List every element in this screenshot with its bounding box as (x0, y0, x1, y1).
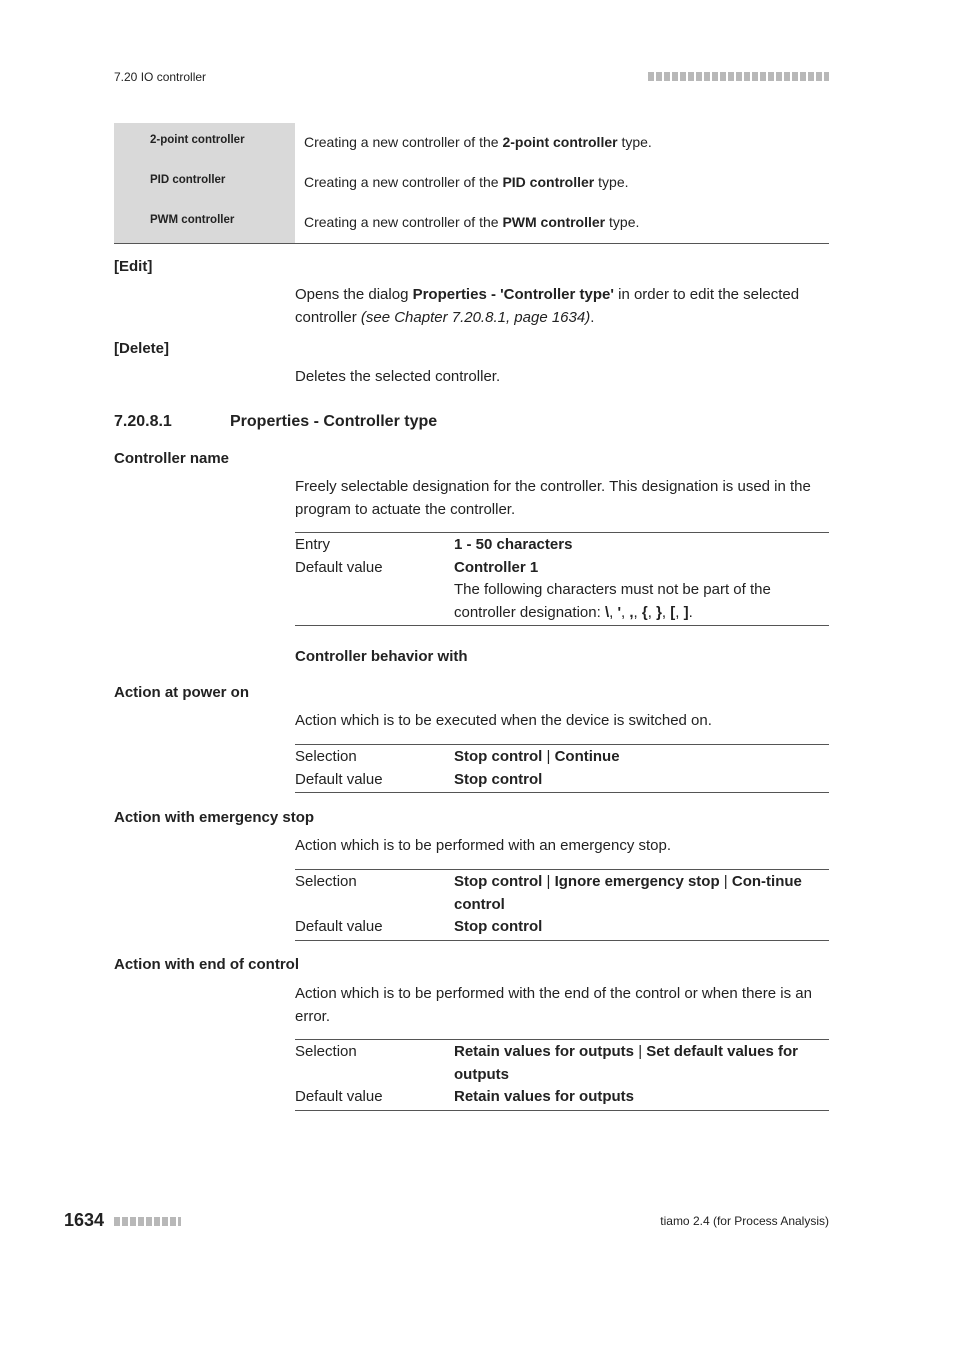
power-on-description: Action which is to be executed when the device is switched on. (295, 712, 712, 729)
product-name: tiamo 2.4 (for Process Analysis) (660, 1214, 829, 1228)
running-header-chapter: 7.20 IO controller (114, 70, 207, 84)
new-controller-menu-table (114, 123, 829, 244)
behavior-subheading: Controller behavior with (295, 648, 468, 665)
footer-decoration (114, 1217, 181, 1226)
header-decoration (648, 72, 829, 81)
menu-item-pid-controller: PID controller (114, 163, 295, 203)
power-on-term: Action at power on (114, 684, 249, 701)
edit-term: [Edit] (114, 258, 153, 275)
menu-row (114, 123, 829, 163)
controller-name-parameter-table: Entry 1 - 50 characters Default value Controller 1 The following characters must not be part of the controller designation: \, ', ,, {, }, [, ]. (295, 532, 829, 626)
controller-name-term: Controller name (114, 450, 230, 467)
menu-item-description: Creating a new controller of the PID controller type. (304, 174, 629, 190)
page-number: 1634 (64, 1210, 105, 1230)
controller-name-description: Freely selectable designation for the controller. This designation is used in the program to actuate the controller. (295, 478, 811, 518)
menu-row (114, 203, 829, 243)
delete-term: [Delete] (114, 340, 170, 357)
menu-item-description: Creating a new controller of the PWM controller type. (304, 214, 640, 230)
power-on-parameter-table: Selection Stop control | Continue Default value Stop control (295, 744, 829, 793)
menu-item-pwm-controller: PWM controller (114, 203, 295, 243)
menu-item-description: Creating a new controller of the 2-point controller type. (304, 134, 652, 150)
end-of-control-parameter-table: Selection Retain values for outputs | Set default values for outputs Default value Retain values for outputs (295, 1039, 829, 1111)
end-of-control-term: Action with end of control (114, 956, 299, 973)
emergency-stop-parameter-table: Selection Stop control | Ignore emergency stop | Con-tinue control Default value Stop control (295, 869, 829, 941)
delete-description: Deletes the selected controller. (295, 368, 501, 385)
emergency-stop-term: Action with emergency stop (114, 809, 315, 826)
menu-item-2-point-controller: 2-point controller (114, 123, 295, 163)
emergency-stop-description: Action which is to be performed with an emergency stop. (295, 837, 672, 854)
menu-row (114, 163, 829, 203)
forbidden-characters-note: The following characters must not be part of the controller designation: \, ', ,, {, }, [, ]. (454, 581, 771, 621)
edit-description: Opens the dialog Properties - 'Controller type' in order to edit the selected controller (see Chapter 7.20.8.1, page 1634). (295, 286, 800, 326)
end-of-control-description: Action which is to be performed with the end of the control or when there is an error. (295, 985, 812, 1025)
section-heading: 7.20.8.1 Properties - Controller type (114, 413, 438, 430)
